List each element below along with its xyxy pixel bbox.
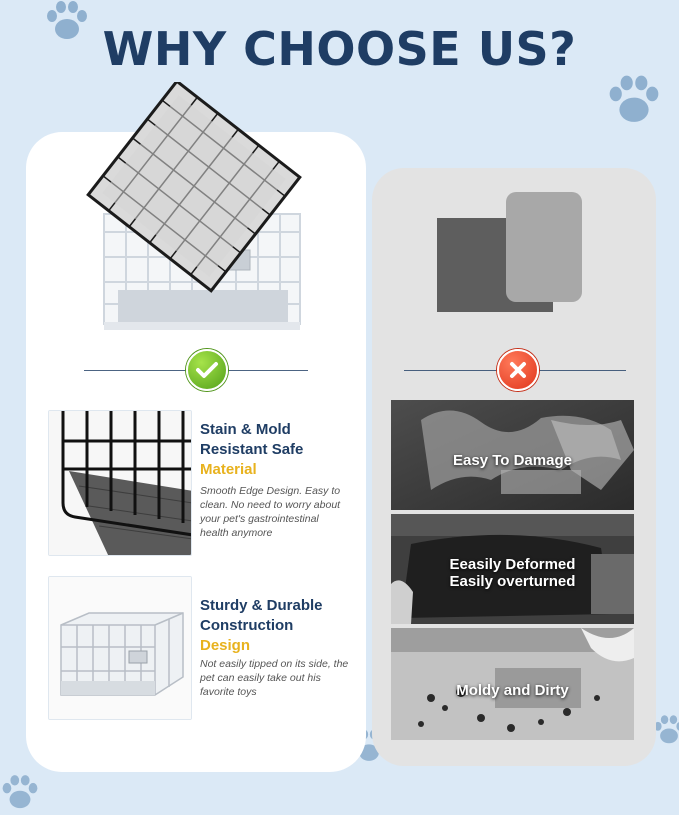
description-line: your pet's gastrointestinal bbox=[200, 513, 319, 525]
description-line: pet can easily take out his bbox=[200, 672, 321, 684]
feature-description bbox=[200, 484, 360, 540]
check-badge bbox=[186, 349, 228, 391]
description-line: favorite toys bbox=[200, 686, 257, 698]
feature-title-line: Resistant Safe bbox=[200, 441, 304, 458]
fabric-bin-swatch-image bbox=[436, 190, 586, 316]
feature-image-white-crate bbox=[48, 576, 192, 720]
drawback-label-line: Easily overturned bbox=[449, 573, 576, 590]
drawback-label bbox=[391, 452, 634, 469]
feature-description bbox=[200, 657, 360, 699]
feature-title-line: Construction bbox=[200, 617, 294, 634]
feature-title bbox=[200, 420, 360, 480]
feature-title bbox=[200, 596, 360, 656]
drawback-label bbox=[391, 682, 634, 699]
feature-title-accent: Design bbox=[200, 637, 251, 654]
feature-title-line: Stain & Mold bbox=[200, 421, 291, 438]
drawback-deformed-bin bbox=[391, 514, 634, 624]
description-line: clean. No need to worry about bbox=[200, 499, 341, 511]
feature-title-line: Sturdy & Durable bbox=[200, 597, 323, 614]
x-icon bbox=[508, 360, 528, 380]
drawback-label-line: Easy To Damage bbox=[453, 452, 572, 469]
description-line: Smooth Edge Design. Easy to bbox=[200, 485, 341, 497]
paw-print-icon bbox=[0, 770, 40, 815]
page-title: WHY CHOOSE US? bbox=[102, 22, 577, 76]
feature-image-mesh-tray bbox=[48, 410, 192, 556]
drawback-torn-fabric bbox=[391, 400, 634, 510]
drawback-label-line: Moldy and Dirty bbox=[456, 682, 569, 699]
x-badge bbox=[497, 349, 539, 391]
description-line: health anymore bbox=[200, 527, 273, 539]
drawback-moldy-bin bbox=[391, 628, 634, 740]
wire-crate-product-image bbox=[78, 82, 326, 342]
paw-print-icon bbox=[606, 74, 662, 126]
description-line: Not easily tipped on its side, the bbox=[200, 658, 349, 670]
drawback-label bbox=[391, 556, 634, 590]
feature-title-accent: Material bbox=[200, 461, 257, 478]
check-icon bbox=[195, 360, 219, 380]
paw-print-icon bbox=[652, 710, 679, 750]
drawback-label-line: Eeasily Deformed bbox=[449, 556, 576, 573]
